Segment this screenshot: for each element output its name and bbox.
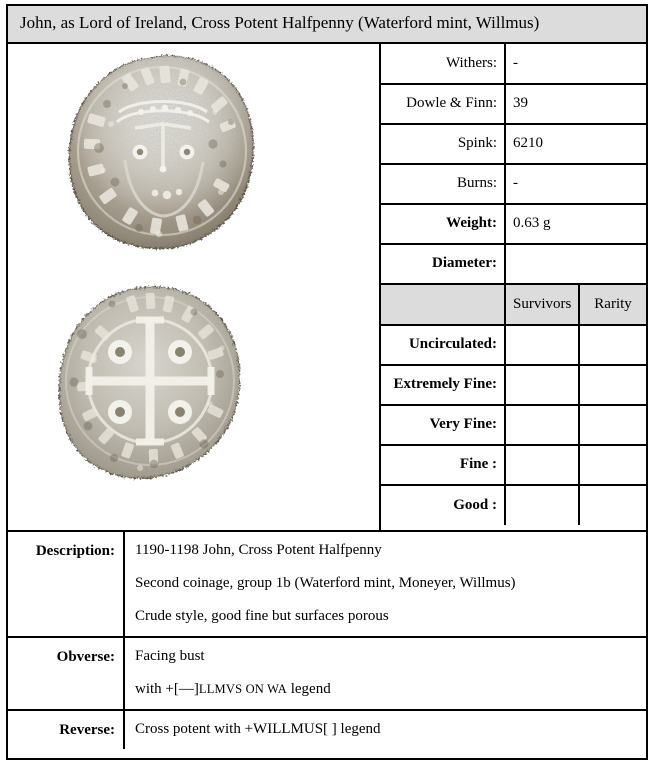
description-label: Description: — [8, 532, 124, 637]
spec-value-burns: - — [505, 164, 646, 204]
obverse-value — [124, 637, 646, 710]
grade-rarity-fine — [579, 445, 646, 485]
spec-label-spink: Spink: — [381, 124, 505, 164]
grade-row-very-fine — [381, 405, 646, 445]
obverse-coin-image — [63, 52, 263, 254]
grade-label-very-fine: Very Fine: — [381, 405, 505, 445]
sheet-frame — [8, 6, 646, 44]
reference-spec-body — [381, 44, 646, 284]
specifications-cell — [381, 44, 646, 530]
grade-row-extremely-fine — [381, 365, 646, 405]
reverse-label: Reverse: — [8, 710, 124, 749]
grade-survivors-uncirculated — [505, 325, 579, 365]
grade-rarity-extremely-fine — [579, 365, 646, 405]
spec-value-weight: 0.63 g — [505, 204, 646, 244]
spec-row-dowle-finn — [381, 84, 646, 124]
grade-label-uncirculated: Uncirculated: — [381, 325, 505, 365]
grade-label-good: Good : — [381, 485, 505, 525]
description-line-2: Second coinage, group 1b (Waterford mint, Moneyer, Willmus) — [135, 574, 516, 591]
grade-rarity-uncirculated — [579, 325, 646, 365]
spec-row-withers — [381, 44, 646, 84]
obverse-line-1: Facing bust — [135, 647, 205, 664]
grade-row-uncirculated — [381, 325, 646, 365]
grade-survivors-fine — [505, 445, 579, 485]
description-body — [8, 532, 646, 749]
obverse-legend-line — [135, 682, 646, 699]
grade-survivors-good — [505, 485, 579, 525]
description-line-3: Crude style, good fine but surfaces porous — [135, 607, 389, 624]
grade-survivors-extremely-fine — [505, 365, 579, 405]
grade-header-row — [381, 285, 646, 325]
grade-rarity-good — [579, 485, 646, 525]
grade-row-fine — [381, 445, 646, 485]
spec-value-withers: - — [505, 44, 646, 84]
spec-row-burns — [381, 164, 646, 204]
coin-catalogue-sheet — [6, 4, 648, 760]
spec-row-weight — [381, 204, 646, 244]
spec-label-burns: Burns: — [381, 164, 505, 204]
reverse-value — [124, 710, 646, 749]
description-line-1: 1190-1198 John, Cross Potent Halfpenny — [135, 541, 382, 558]
spec-row-spink — [381, 124, 646, 164]
reverse-line-1: Cross potent with +WILLMUS[ ] legend — [135, 720, 381, 737]
spec-label-withers: Withers: — [381, 44, 505, 84]
grade-header-survivors: Survivors — [505, 285, 579, 325]
grade-row-good — [381, 485, 646, 525]
image-and-specs-section — [8, 44, 646, 532]
grade-header-blank — [381, 285, 505, 325]
description-table — [8, 532, 646, 749]
reverse-coin-image — [54, 284, 250, 484]
obverse-legend-suffix: legend — [286, 680, 331, 697]
grade-rarity-very-fine — [579, 405, 646, 445]
obverse-row — [8, 637, 646, 710]
spec-value-diameter — [505, 244, 646, 284]
page-title: John, as Lord of Ireland, Cross Potent Halfpenny (Waterford mint, Willmus) — [8, 6, 646, 43]
spec-row-diameter — [381, 244, 646, 284]
spec-value-dowle-finn: 39 — [505, 84, 646, 124]
spec-label-weight: Weight: — [381, 204, 505, 244]
obverse-label: Obverse: — [8, 637, 124, 710]
grade-rarity-body — [381, 285, 646, 525]
reference-spec-table — [381, 44, 646, 285]
grade-rarity-table — [381, 285, 646, 525]
obverse-legend-prefix: with +[—] — [135, 680, 199, 697]
grade-survivors-very-fine — [505, 405, 579, 445]
spec-value-spink: 6210 — [505, 124, 646, 164]
title-row — [8, 6, 646, 43]
description-value — [124, 532, 646, 637]
spec-label-diameter: Diameter: — [381, 244, 505, 284]
grade-label-fine: Fine : — [381, 445, 505, 485]
spec-label-dowle-finn: Dowle & Finn: — [381, 84, 505, 124]
coin-images-cell — [8, 44, 381, 530]
grade-label-extremely-fine: Extremely Fine: — [381, 365, 505, 405]
obverse-legend-caps: LLMVS ON WA — [198, 681, 287, 696]
grade-header-rarity: Rarity — [579, 285, 646, 325]
reverse-row — [8, 710, 646, 749]
description-row — [8, 532, 646, 637]
